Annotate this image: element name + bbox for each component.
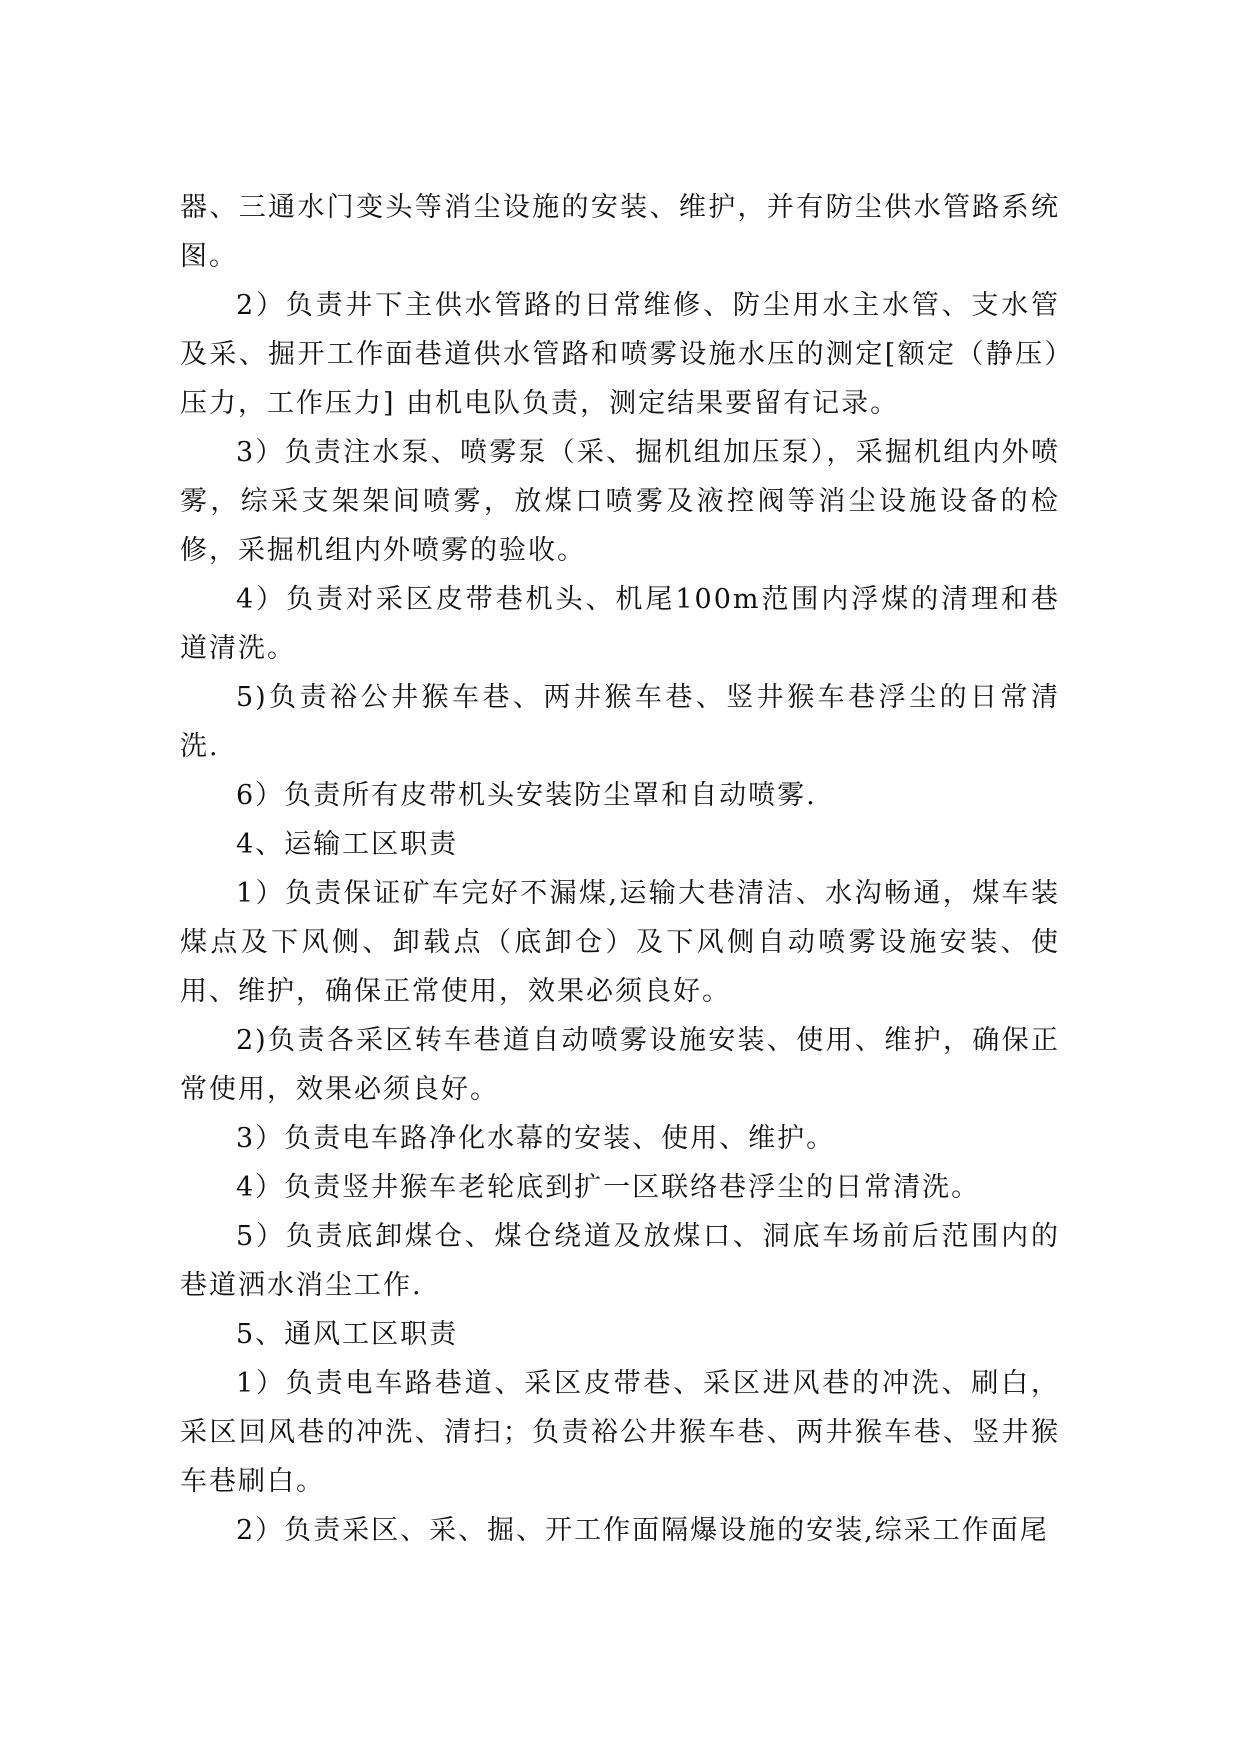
paragraph: 器、三通水门变头等消尘设施的安装、维护，并有防尘供水管路系统图。 — [180, 192, 1060, 272]
paragraph: 1）负责电车路巷道、采区皮带巷、采区进风巷的冲洗、刷白，采区回风巷的冲洗、清扫；负责裕公井猴车巷、两井猴车巷、竖井猴车巷刷白。 — [180, 1368, 1060, 1497]
paragraph: 4）负责竖井猴车老轮底到扩一区联络巷浮尘的日常清洗。 — [236, 1172, 981, 1203]
paragraph: 3）负责注水泵、喷雾泵（采、掘机组加压泵），采掘机组内外喷雾，综采支架架间喷雾，放煤口喷雾及液控阀等消尘设施设备的检修，采掘机组内外喷雾的验收。 — [180, 437, 1060, 566]
section-heading: 4、运输工区职责 — [236, 829, 459, 860]
paragraph: 2)负责各采区转车巷道自动喷雾设施安装、使用、维护，确保正常使用，效果必须良好。 — [180, 1025, 1060, 1105]
paragraph: 2）负责井下主供水管路的日常维修、防尘用水主水管、支水管及采、掘开工作面巷道供水管路和喷雾设施水压的测定[额定（静压）压力，工作压力] 由机电队负责，测定结果要留有记录。 — [180, 290, 1060, 419]
paragraph: 4）负责对采区皮带巷机头、机尾100m范围内浮煤的清理和巷道清洗。 — [180, 584, 1060, 664]
paragraph: 3）负责电车路净化水幕的安装、使用、维护。 — [236, 1123, 836, 1154]
paragraph: 5)负责裕公井猴车巷、两井猴车巷、竖井猴车巷浮尘的日常清洗. — [180, 682, 1060, 762]
paragraph: 6）负责所有皮带机头安装防尘罩和自动喷雾. — [236, 780, 817, 811]
paragraph: 2）负责采区、采、掘、开工作面隔爆设施的安装,综采工作面尾 — [236, 1515, 1049, 1546]
paragraph: 1）负责保证矿车完好不漏煤,运输大巷清洁、水沟畅通，煤车装煤点及下风侧、卸载点（底卸仓）及下风侧自动喷雾设施安装、使用、维护，确保正常使用，效果必须良好。 — [180, 878, 1060, 1007]
section-heading: 5、通风工区职责 — [236, 1319, 459, 1350]
document-body — [180, 183, 1060, 1555]
paragraph: 5）负责底卸煤仓、煤仓绕道及放煤口、洞底车场前后范围内的巷道洒水消尘工作. — [180, 1221, 1060, 1301]
